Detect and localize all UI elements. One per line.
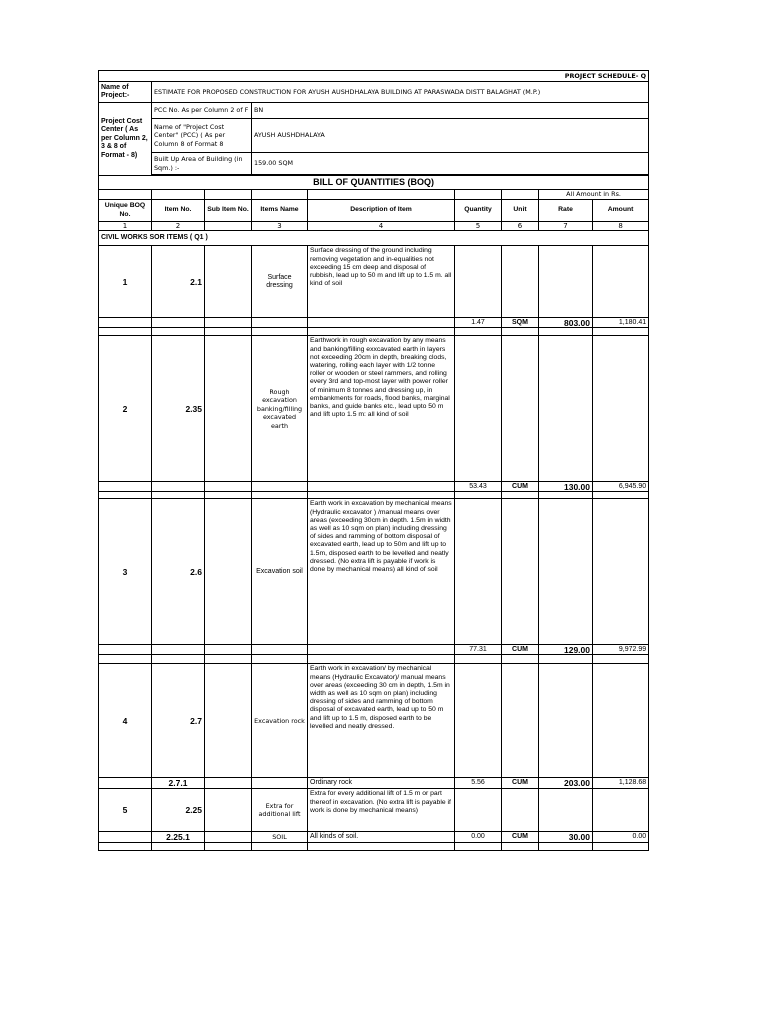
table-row xyxy=(99,482,649,492)
project-schedule: PROJECT SCHEDULE- Q xyxy=(99,71,649,82)
item-number: 2.7 xyxy=(152,664,205,778)
col-header: Unit xyxy=(502,200,539,222)
sub-item-name: SOIL xyxy=(252,832,308,843)
item-description: Surface dressing of the ground including removing vegetation and in-equalities not exceeding 15 cm deep and disposal of rubbish, lead up to 50 m and lift up to 1.5 m. all kind of soil xyxy=(308,246,455,318)
item-name: Excavation rock xyxy=(252,664,308,778)
pcc-name-value: AYUSH AUSHDHALAYA xyxy=(252,119,649,153)
area-label: Built Up Area of Building (in Sqm.) :- xyxy=(152,153,252,175)
boq-table xyxy=(98,70,649,851)
col-header: Description of Item xyxy=(308,200,455,222)
pcc-name-label: Name of "Project Cost Center" (PCC) ( As per Column 8 of Format 8 xyxy=(152,119,252,153)
boq-number: 1 xyxy=(99,246,152,318)
area-value: 159.00 SQM xyxy=(252,153,649,175)
col-number: 2 xyxy=(152,222,205,231)
col-number: 3 xyxy=(252,222,308,231)
item-name: Extra for additional lift xyxy=(252,789,308,832)
col-header: Amount xyxy=(593,200,649,222)
sub-item-description: All kinds of soil. xyxy=(308,832,455,843)
col-number: 7 xyxy=(539,222,593,231)
item-name: Surface dressing xyxy=(252,246,308,318)
col-header: Item No. xyxy=(152,200,205,222)
rate: 203.00 xyxy=(539,778,593,789)
sub-item-description: Ordinary rock xyxy=(308,778,455,789)
column-numbers xyxy=(99,222,649,231)
table-row xyxy=(99,832,649,843)
item-number: 2.25 xyxy=(152,789,205,832)
quantity: 5.56 xyxy=(455,778,502,789)
section-heading: CIVIL WORKS SOR ITEMS ( Q1 ) xyxy=(99,231,649,246)
col-number: 5 xyxy=(455,222,502,231)
amount: 0.00 xyxy=(593,832,649,843)
col-number: 8 xyxy=(593,222,649,231)
boq-sheet xyxy=(98,70,648,851)
column-headers xyxy=(99,200,649,222)
sub-item-number: 2.25.1 xyxy=(152,832,205,843)
boq-number: 2 xyxy=(99,336,152,482)
item-number: 2.35 xyxy=(152,336,205,482)
table-row xyxy=(99,664,649,778)
item-description: Earth work in excavation by mechanical means (Hydraulic excavator ) /manual means over areas (exceeding 30cm in depth. 1.5m in width as well as 10 sqm on plan) including dressing of sides and ramming of bottom disposal of excavated earth, lead up to 50m and lift up to 1.5m, disposed earth to be levelled and neatly dressed. (No extra lift is payable if work is done by mechanical means) all kind of soil xyxy=(308,499,455,645)
project-name-label: Name of Project:- xyxy=(99,82,152,103)
item-description: Extra for every additional lift of 1.5 m or part thereof in excavation. (No extra lift is payable if work is done by mechanical means) xyxy=(308,789,455,832)
quantity: 53.43 xyxy=(455,482,502,492)
col-header: Unique BOQ No. xyxy=(99,200,152,222)
pcc-label: Project Cost Center ( As per Column 2, 3 & 8 of Format - 8) xyxy=(99,103,152,176)
rate: 803.00 xyxy=(539,318,593,328)
table-row xyxy=(99,778,649,789)
rate: 30.00 xyxy=(539,832,593,843)
item-description: Earth work in excavation/ by mechanical means (Hydraulic Excavator)/ manual means over areas (exceeding 30 cm in depth, 1.5m in width as well as 10 sqm on plan) including dressing of sides and ramming of bottom disposal of excavated earth, lead up to 50 m and lift up to 1.5 m, disposed earth to be levelled and neatly dressed. xyxy=(308,664,455,778)
quantity: 1.47 xyxy=(455,318,502,328)
quantity: 0.00 xyxy=(455,832,502,843)
col-number: 6 xyxy=(502,222,539,231)
col-number: 4 xyxy=(308,222,455,231)
item-number: 2.1 xyxy=(152,246,205,318)
unit: SQM xyxy=(502,318,539,328)
amount: 1,128.68 xyxy=(593,778,649,789)
unit: CUM xyxy=(502,645,539,655)
unit: CUM xyxy=(502,832,539,843)
amount-note: All Amount in Rs. xyxy=(539,190,649,200)
amount: 1,180.41 xyxy=(593,318,649,328)
item-description: Earthwork in rough excavation by any means and banking/filling exxcavated earth in layers not exceeding 20cm in depth, breaking clods, watering, rolling each layer with 1/2 tonne roller or wooden or steel rammers, and rolling every 3rd and top-most layer with power roller of minimum 8 tonnes and dressing up, in embankments for roads, flood banks, marginal banks, and guide banks etc., lead upto 50 m and lift upto 1.5 m: all kind of soil xyxy=(308,336,455,482)
table-row xyxy=(99,499,649,645)
rate: 129.00 xyxy=(539,645,593,655)
col-header: Quantity xyxy=(455,200,502,222)
amount: 9,972.99 xyxy=(593,645,649,655)
quantity: 77.31 xyxy=(455,645,502,655)
col-header: Sub Item No. xyxy=(205,200,252,222)
col-header: Rate xyxy=(539,200,593,222)
pcc-no-value: BN xyxy=(252,103,649,119)
pcc-no-label: PCC No. As per Column 2 of F xyxy=(152,103,252,119)
rate: 130.00 xyxy=(539,482,593,492)
item-number: 2.6 xyxy=(152,499,205,645)
item-name: Excavation soil xyxy=(252,499,308,645)
table-row xyxy=(99,336,649,482)
table-row xyxy=(99,318,649,328)
boq-number: 3 xyxy=(99,499,152,645)
unit: CUM xyxy=(502,778,539,789)
boq-number: 4 xyxy=(99,664,152,778)
unit: CUM xyxy=(502,482,539,492)
col-number: 1 xyxy=(99,222,152,231)
boq-number: 5 xyxy=(99,789,152,832)
sub-item-number: 2.7.1 xyxy=(152,778,205,789)
boq-title: BILL OF QUANTITIES (BOQ) xyxy=(99,176,649,190)
table-row xyxy=(99,246,649,318)
table-row xyxy=(99,645,649,655)
item-name: Rough excavation banking/filling excavated earth xyxy=(252,336,308,482)
project-name-value: ESTIMATE FOR PROPOSED CONSTRUCTION FOR AYUSH AUSHDHALAYA BUILDING AT PARASWADA DISTT BALAGHAT (M.P.) xyxy=(152,82,649,103)
table-row xyxy=(99,789,649,832)
col-header: Items Name xyxy=(252,200,308,222)
amount: 6,945.90 xyxy=(593,482,649,492)
col-number xyxy=(205,222,252,231)
